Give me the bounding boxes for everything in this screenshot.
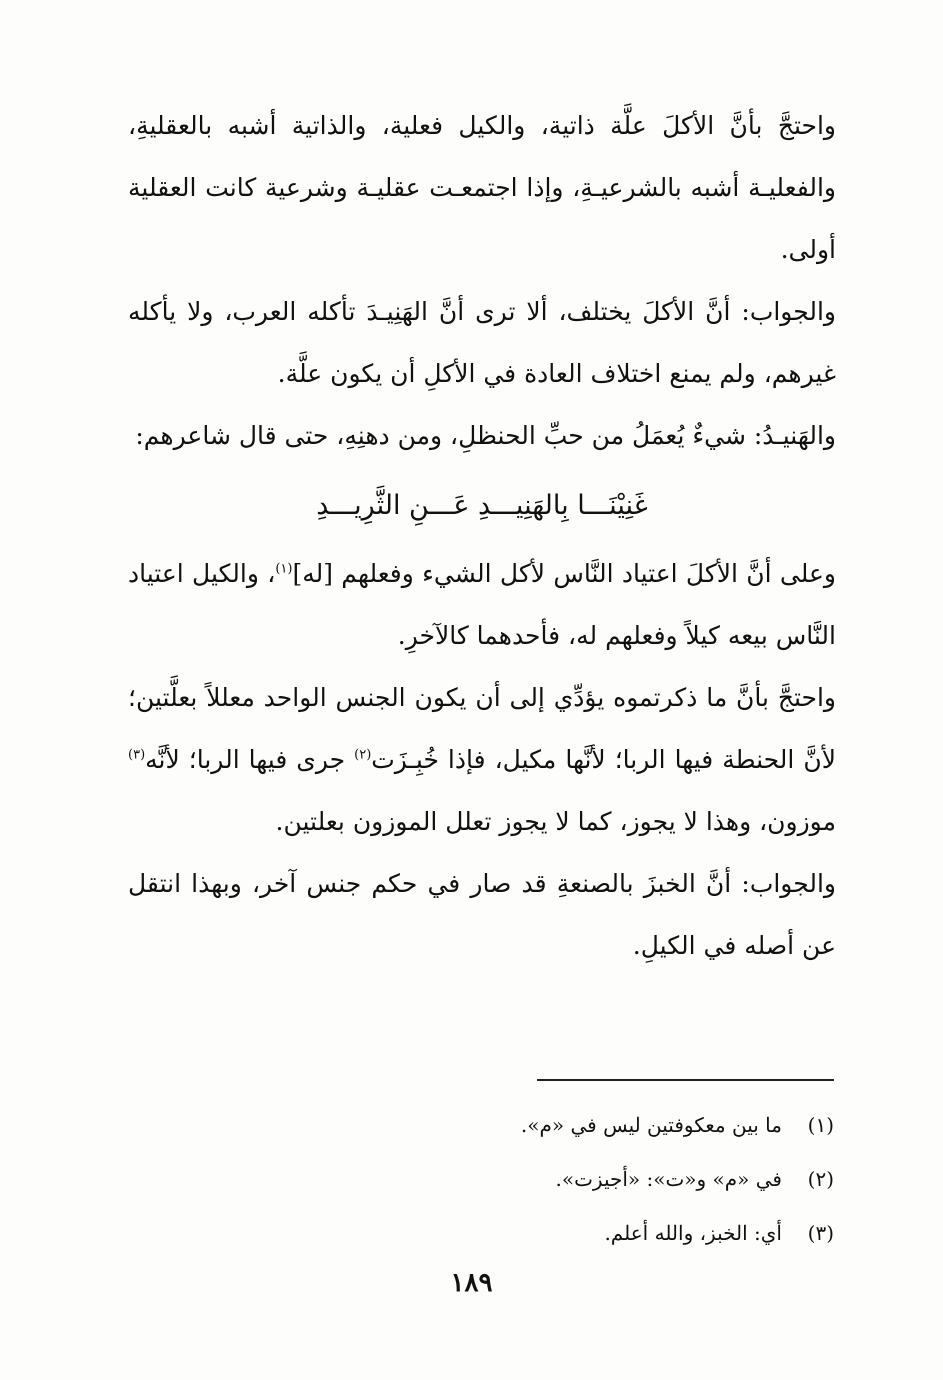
paragraph-5-text-a: واحتجَّ بأنَّ ما ذكرتموه يؤدِّي إلى أن يكون الجنس الواحد معللاً بعلَّتين؛ لأنَّ الحنطة فيها الربا؛ لأنَّها مكيل، فإذا خُبِـزَت bbox=[128, 683, 836, 774]
paragraph-4-text-b: ، والكيل اعتياد النَّاس بيعه كيلاً وفعلهم له، فأحدهما كالآخرِ. bbox=[128, 559, 836, 650]
paragraph-5-text-c: موزون، وهذا لا يجوز، كما لا يجوز تعلل الموزون بعلتين. bbox=[275, 807, 836, 836]
footnote-text: أي: الخبز، والله أعلم. bbox=[604, 1221, 782, 1245]
footnote-ref-3: (٣) bbox=[128, 747, 146, 763]
footnote-text: في «م» و«ت»: «أجيزت». bbox=[555, 1167, 782, 1191]
paragraph-2: والجواب: أنَّ الأكلَ يختلف، ألا ترى أنَّ الهَنِيـدَ تأكله العرب، ولا يأكله غيرهم، ولم يمنع اختلاف العادة في الأكلِ أن يكون علَّة. bbox=[128, 297, 836, 388]
footnote-divider bbox=[537, 1079, 834, 1081]
footnotes bbox=[300, 1098, 834, 1260]
footnote-2 bbox=[300, 1152, 834, 1206]
footnote-ref-1: (١) bbox=[275, 561, 293, 577]
footnote-number: (١) bbox=[807, 1113, 834, 1137]
paragraph-5 bbox=[128, 667, 836, 853]
page-body bbox=[128, 95, 836, 977]
paragraph-3: والهَنيـدُ: شيءٌ يُعمَلُ من حبِّ الحنظلِ، ومن دهنِهِ، حتى قال شاعرهم: bbox=[135, 421, 836, 450]
footnote-number: (٣) bbox=[807, 1221, 834, 1245]
poetry-verse: غَنِيْنَـــا بِالهَنِيـــدِ عَـــنِ الثَّرِيـــدِ bbox=[316, 490, 648, 521]
footnote-1 bbox=[300, 1098, 834, 1152]
footnote-number: (٢) bbox=[807, 1167, 834, 1191]
footnote-3 bbox=[300, 1206, 834, 1260]
footnote-ref-2: (٢) bbox=[354, 747, 372, 763]
paragraph-4 bbox=[128, 543, 836, 667]
paragraph-1: واحتجَّ بأنَّ الأكلَ علَّة ذاتية، والكيل فعلية، والذاتية أشبه بالعقليةِ، والفعليـة أشبه بالشرعيـةِ، وإذا اجتمعـت عقليـة وشرعية كانت العقلية أولى. bbox=[128, 111, 836, 264]
page-number: ١٨٩ bbox=[450, 1268, 493, 1298]
paragraph-5-text-b: جرى فيها الربا؛ لأنَّه bbox=[145, 745, 355, 774]
footnote-text: ما بين معكوفتين ليس في «م». bbox=[520, 1113, 782, 1137]
paragraph-6: والجواب: أنَّ الخبزَ بالصنعةِ قد صار في حكم جنس آخر، وبهذا انتقل عن أصله في الكيلِ. bbox=[128, 869, 836, 960]
paragraph-4-text-a: وعلى أنَّ الأكلَ اعتياد النَّاس لأكل الشيء وفعلهم [له] bbox=[292, 559, 836, 588]
